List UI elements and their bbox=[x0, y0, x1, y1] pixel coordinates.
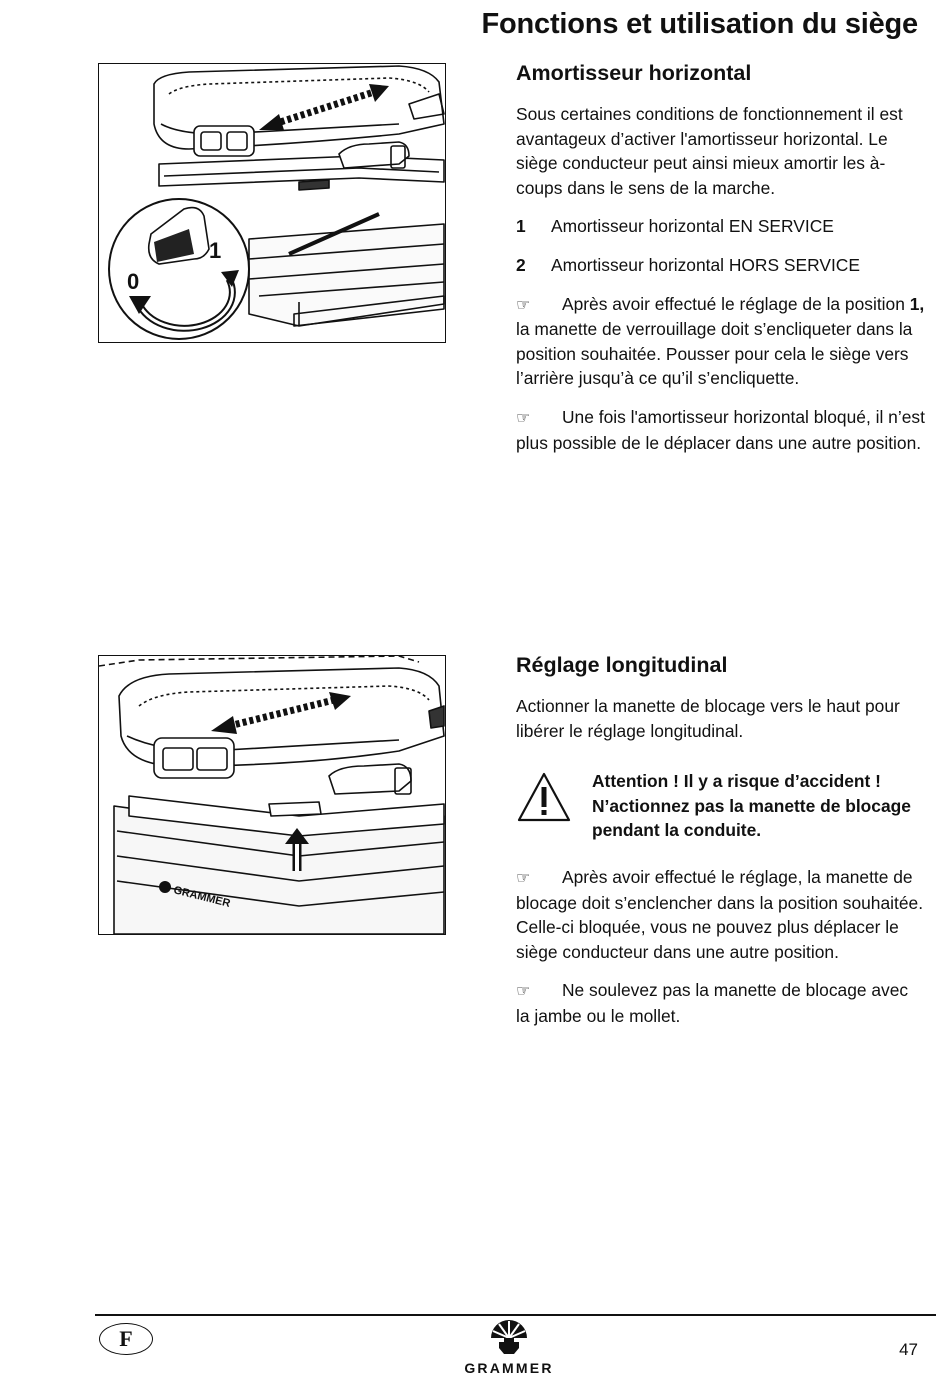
note-paragraph: ☞ Après avoir effectué le réglage, la manette de blocage doit s’enclencher dans la position souhaitée. Celle-ci bloquée, vous ne pouvez plus déplacer le siège conducteur dans une autre position. bbox=[516, 866, 924, 962]
grammer-logo-icon bbox=[487, 1318, 531, 1356]
section-horizontal-damper bbox=[516, 60, 926, 455]
language-badge: F bbox=[99, 1323, 153, 1355]
warning-triangle-icon bbox=[516, 771, 572, 823]
section-longitudinal-adjustment bbox=[516, 652, 926, 1029]
position-label-0: 0 bbox=[127, 269, 140, 294]
page-title: Fonctions et utilisation du siège bbox=[481, 8, 918, 40]
position-label-1: 1 bbox=[209, 238, 222, 263]
seat-illustration-1 bbox=[99, 64, 445, 342]
pointing-hand-icon: ☞ bbox=[516, 867, 531, 887]
warning-box bbox=[516, 769, 926, 843]
figure-horizontal-damper bbox=[98, 63, 446, 343]
note-paragraph: ☞ Une fois l'amortisseur horizontal bloqué, il n’est plus possible de le déplacer dans une autre position. bbox=[516, 406, 925, 453]
warning-text: Attention ! Il y a risque d’accident ! N’actionnez pas la manette de blocage pendant la conduite. bbox=[592, 771, 911, 841]
svg-text:GRAMMER: GRAMMER bbox=[172, 884, 232, 910]
note-paragraph: ☞ Après avoir effectué le réglage de la position 1, la manette de verrouillage doit s’encliqueter dans la position souhaitée. Pousser pour cela le siège vers l’arrière jusqu’à ce qu’il s’encliquette. bbox=[516, 293, 925, 389]
section-intro: Sous certaines conditions de fonctionnement il est avantageux d’activer l'amortisseur horizontal. Le siège conducteur peut ainsi mieux amortir les à-coups dans le sens de la marche. bbox=[516, 104, 903, 198]
pointing-hand-icon: ☞ bbox=[516, 294, 531, 314]
list-item: 2 Amortisseur horizontal HORS SERVICE bbox=[516, 254, 860, 275]
page-number: 47 bbox=[899, 1340, 918, 1359]
footer-rule bbox=[95, 1314, 936, 1316]
section-heading: Réglage longitudinal bbox=[516, 653, 728, 677]
seat-illustration-2 bbox=[99, 656, 445, 934]
grammer-logo: GRAMMER bbox=[450, 1318, 568, 1376]
section-intro: Actionner la manette de blocage vers le haut pour libérer le réglage longitudinal. bbox=[516, 696, 900, 741]
figure-longitudinal-adjustment bbox=[98, 655, 446, 935]
pointing-hand-icon: ☞ bbox=[516, 981, 531, 1001]
pointing-hand-icon: ☞ bbox=[516, 407, 531, 427]
section-heading: Amortisseur horizontal bbox=[516, 61, 752, 85]
list-item: 1 Amortisseur horizontal EN SERVICE bbox=[516, 216, 834, 237]
note-paragraph: ☞ Ne soulevez pas la manette de blocage avec la jambe ou le mollet. bbox=[516, 980, 909, 1026]
